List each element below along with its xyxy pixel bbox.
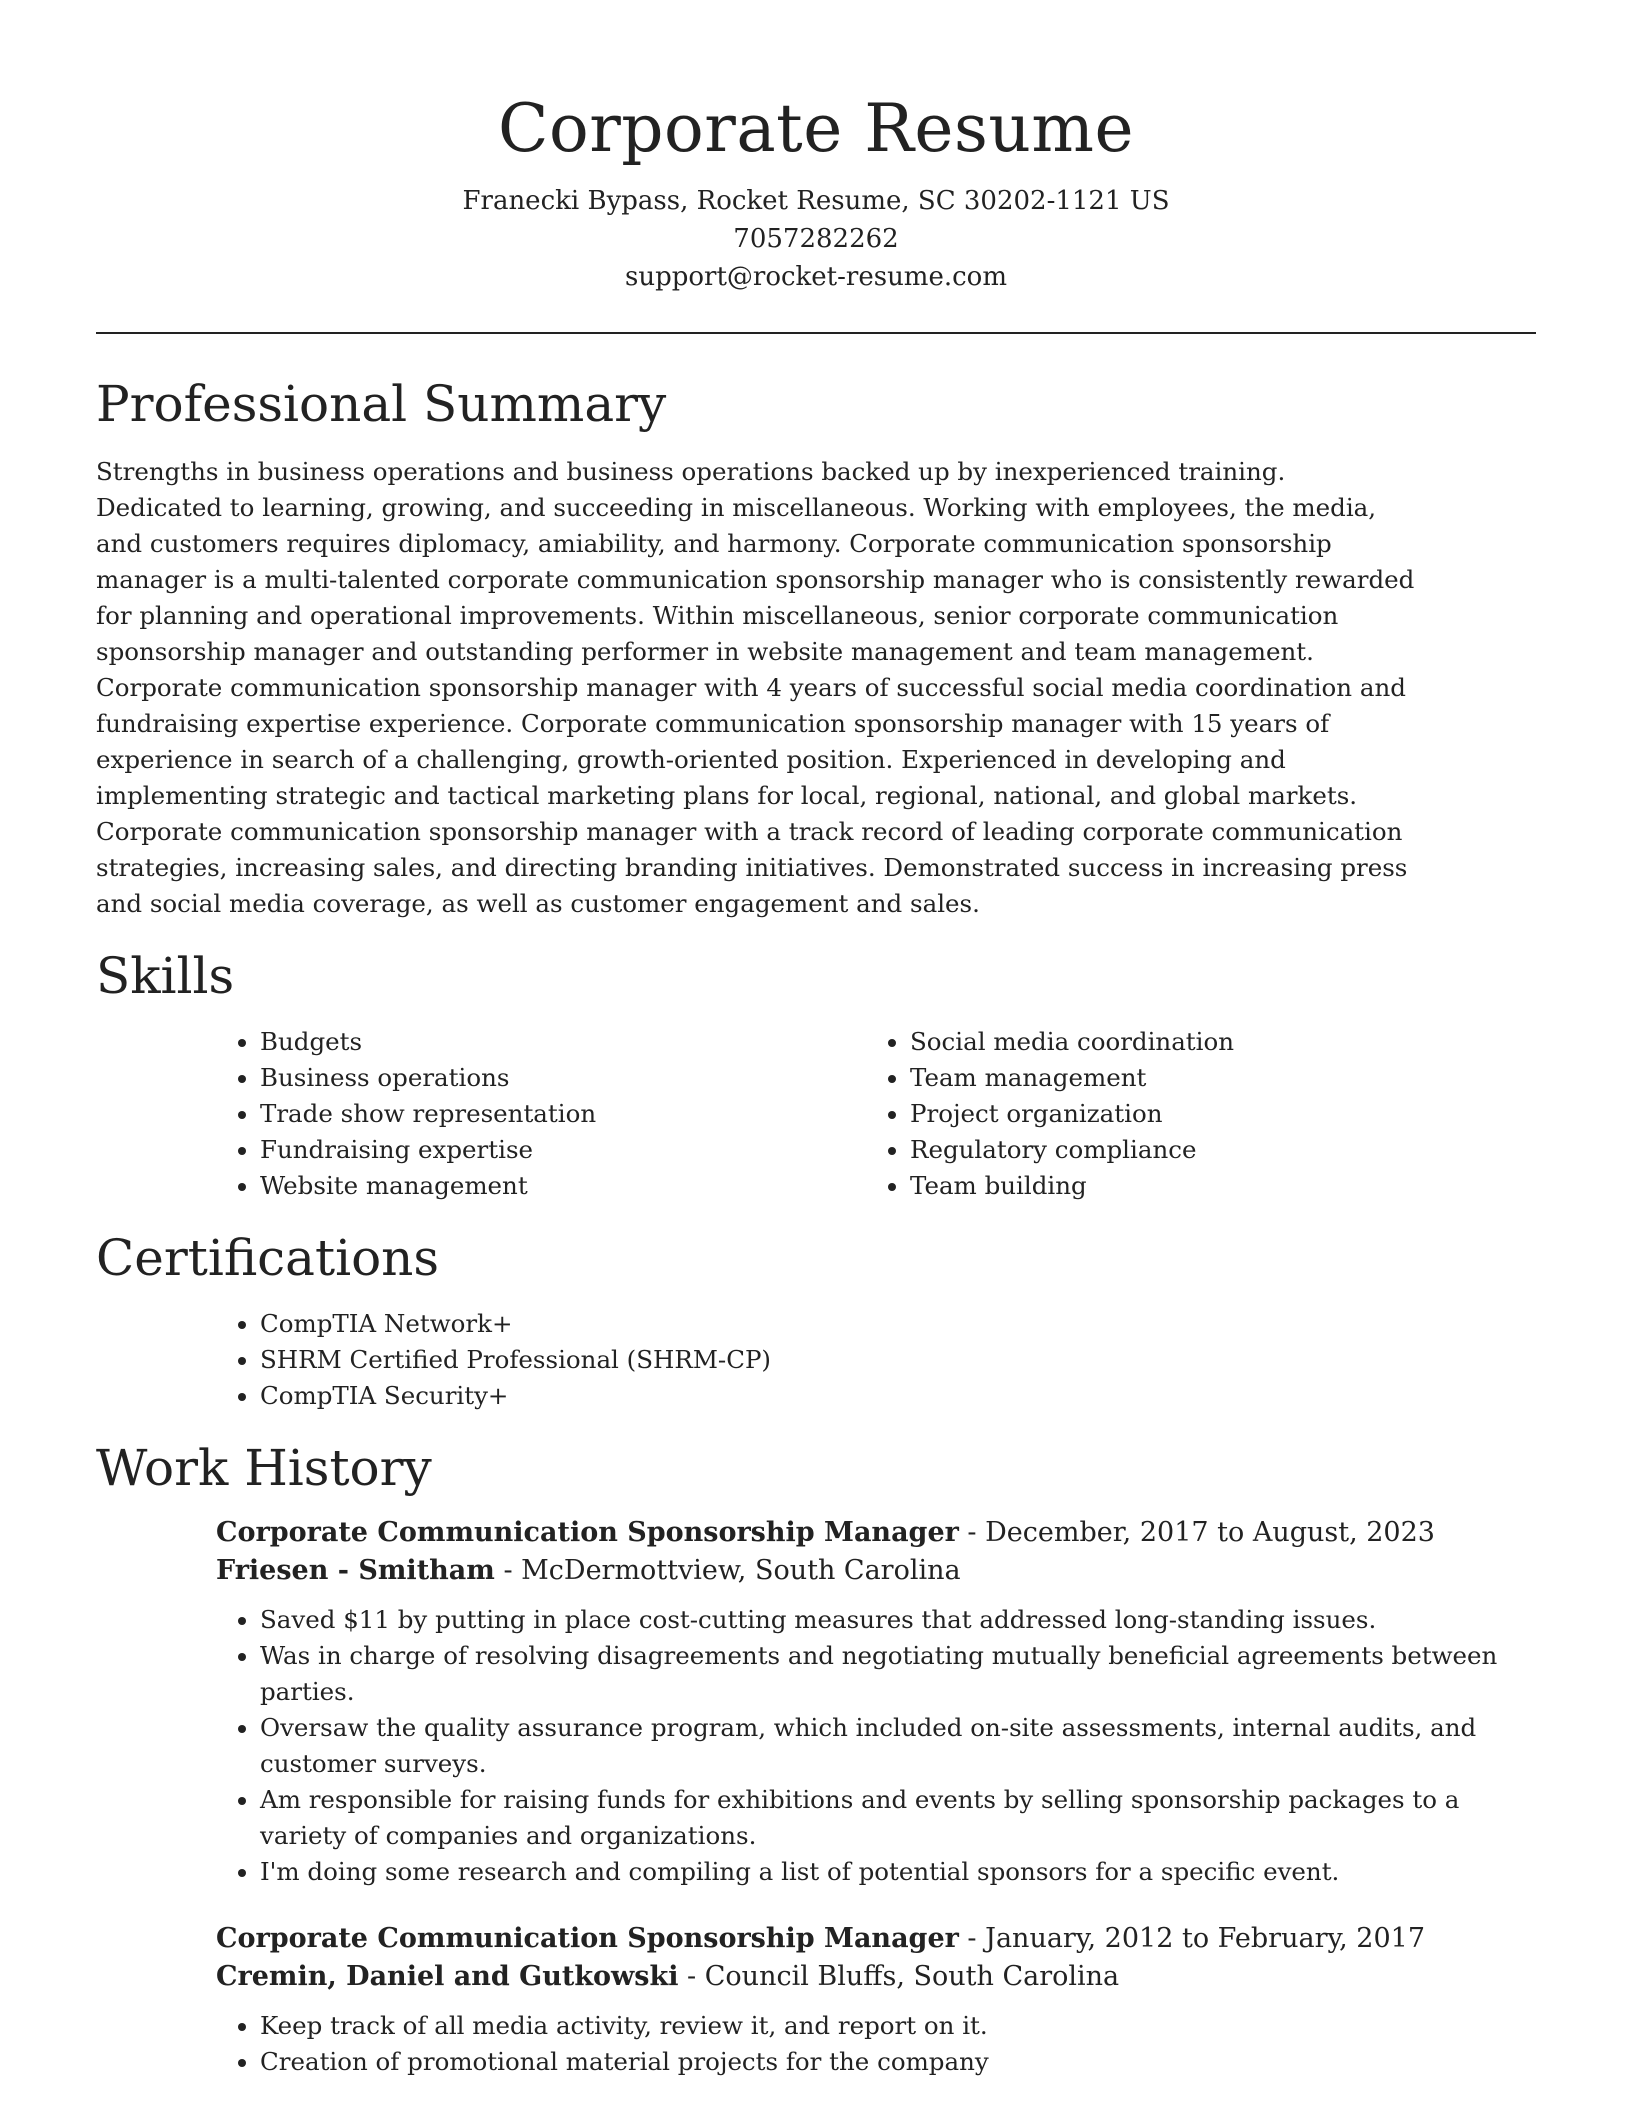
- certifications-list-wrap: [216, 1306, 1536, 1414]
- skills-grid: [216, 1024, 1536, 1204]
- job-company-line: Friesen - Smitham - McDermottview, South Carolina: [216, 1555, 961, 1586]
- job-bullet: • Was in charge of resolving disagreements and negotiating mutually beneficial agreements between parties.: [260, 1638, 1536, 1710]
- skill-item: • Budgets: [260, 1024, 866, 1060]
- job-company: Cremin, Daniel and Gutkowski: [216, 1961, 679, 1992]
- contact-phone: 7057282262: [733, 224, 899, 254]
- skills-section: [96, 944, 1536, 1204]
- work-history-heading: Work History: [96, 1439, 432, 1497]
- certifications-list: [216, 1306, 1536, 1414]
- job-entry: [216, 1514, 1536, 1890]
- job-dates: December, 2017 to August, 2023: [985, 1517, 1435, 1548]
- resume-page: [96, 0, 1536, 2080]
- summary-section: [96, 372, 1536, 922]
- skill-item: • Trade show representation: [260, 1096, 866, 1132]
- job-location: McDermottview, South Carolina: [521, 1555, 961, 1586]
- skills-heading: Skills: [96, 947, 235, 1005]
- certifications-heading: Certifications: [96, 1229, 440, 1287]
- certifications-section: [96, 1226, 1536, 1414]
- certification-item: • CompTIA Network+: [260, 1306, 1536, 1342]
- skills-column-left: [216, 1024, 866, 1204]
- skills-column-right: [866, 1024, 1516, 1204]
- summary-text: Strengths in business operations and business operations backed up by inexperienced training. Dedicated to learning, growing, and succeeding in miscellaneous. Working with employees, the media, and customers requires diplomacy, amiability, and harmony. Corporate communication sponsorship manager is a multi-talented corporate communication sponsorship manager who is consistently rewarded for planning and operational improvements. Within miscellaneous, senior corporate communication sponsorship manager and outstanding performer in website management and team management. Corporate communication sponsorship manager with 4 years of successful social media coordination and fundraising expertise experience. Corporate communication sponsorship manager with 15 years of experience in search of a challenging, growth-oriented position. Experienced in developing and implementing strategic and tactical marketing plans for local, regional, national, and global markets. Corporate communication sponsorship manager with a track record of leading corporate communication strategies, increasing sales, and directing branding initiatives. Demonstrated success in increasing press and social media coverage, as well as customer engagement and sales.: [96, 457, 1415, 918]
- certification-item: • CompTIA Security+: [260, 1378, 1536, 1414]
- job-role: Corporate Communication Sponsorship Manager: [216, 1517, 959, 1548]
- header-divider: [96, 332, 1536, 334]
- skill-item: • Website management: [260, 1168, 866, 1204]
- job-bullets: [216, 1602, 1536, 1890]
- skill-item: • Team management: [910, 1060, 1516, 1096]
- job-bullet: • Creation of promotional material projects for the company: [260, 2044, 1536, 2080]
- job-bullet: • I'm doing some research and compiling a list of potential sponsors for a specific event.: [260, 1854, 1536, 1890]
- skill-item: • Regulatory compliance: [910, 1132, 1516, 1168]
- job-role-line: Corporate Communication Sponsorship Manager - December, 2017 to August, 2023: [216, 1517, 1435, 1548]
- job-role: Corporate Communication Sponsorship Manager: [216, 1923, 959, 1954]
- job-bullet: • Saved $11 by putting in place cost-cutting measures that addressed long-standing issues.: [260, 1602, 1536, 1638]
- job-bullet: • Am responsible for raising funds for exhibitions and events by selling sponsorship packages to a variety of companies and organizations.: [260, 1782, 1536, 1854]
- job-dates: January, 2012 to February, 2017: [985, 1923, 1426, 1954]
- work-history-section: [96, 1436, 1536, 2080]
- job-bullets: [216, 2008, 1536, 2080]
- job-bullet: • Oversaw the quality assurance program, which included on-site assessments, internal audits, and customer surveys.: [260, 1710, 1536, 1782]
- contact-email: support@rocket-resume.com: [624, 262, 1007, 292]
- contact-info: [96, 182, 1536, 296]
- contact-address: Franecki Bypass, Rocket Resume, SC 30202-1121 US: [462, 186, 1170, 216]
- resume-title: Corporate Resume: [498, 90, 1134, 167]
- job-entry: [216, 1920, 1536, 2080]
- certification-item: • SHRM Certified Professional (SHRM-CP): [260, 1342, 1536, 1378]
- skill-item: • Project organization: [910, 1096, 1516, 1132]
- job-company-line: Cremin, Daniel and Gutkowski - Council Bluffs, South Carolina: [216, 1961, 1120, 1992]
- skill-item: • Business operations: [260, 1060, 866, 1096]
- skill-item: • Fundraising expertise: [260, 1132, 866, 1168]
- skill-item: • Social media coordination: [910, 1024, 1516, 1060]
- job-bullet: • Keep track of all media activity, review it, and report on it.: [260, 2008, 1536, 2044]
- job-location: Council Bluffs, South Carolina: [704, 1961, 1120, 1992]
- job-role-line: Corporate Communication Sponsorship Manager - January, 2012 to February, 2017: [216, 1923, 1426, 1954]
- resume-header: [96, 0, 1536, 296]
- summary-heading: Professional Summary: [96, 375, 667, 433]
- job-company: Friesen - Smitham: [216, 1555, 495, 1586]
- skill-item: • Team building: [910, 1168, 1516, 1204]
